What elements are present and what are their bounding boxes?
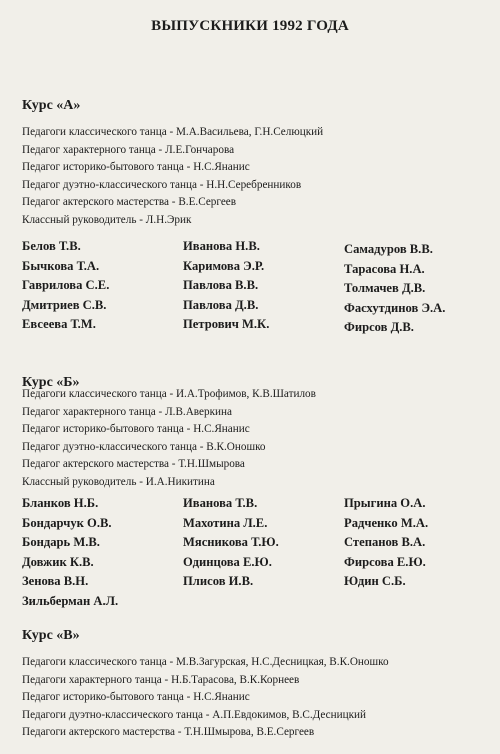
- graduate-name: Евсеева Т.М.: [22, 317, 96, 332]
- course-b-graduates-col2: [183, 494, 279, 592]
- graduate-name: Радченко М.А.: [344, 515, 429, 530]
- teacher-line: Педагог дуэтно-классического танца - Н.Н.Серебренников: [22, 178, 302, 191]
- course-a-graduates-col2: [183, 237, 269, 335]
- graduate-name: Фасхутдинов Э.А.: [344, 300, 446, 315]
- teacher-line: Педагог дуэтно-классического танца - В.К.Оношко: [22, 440, 266, 453]
- graduate-name: Фирсов Д.В.: [344, 320, 414, 335]
- course-b-teachers: [22, 386, 316, 491]
- course-b-graduates-col3: [344, 494, 428, 592]
- teacher-line: Классный руководитель - Л.Н.Эрик: [22, 213, 192, 226]
- graduate-name: Гаврилова С.Е.: [22, 278, 110, 293]
- graduate-name: Плисов И.В.: [183, 574, 254, 589]
- graduate-name: Юдин С.Б.: [344, 574, 406, 589]
- teacher-line: Педагоги классического танца - М.В.Загурская, Н.С.Десницкая, В.К.Оношко: [22, 656, 389, 668]
- course-v-teachers: [22, 654, 389, 742]
- teacher-line: Педагоги дуэтно-классического танца - А.П.Евдокимов, В.С.Десницкий: [22, 708, 366, 721]
- page-title: ВЫПУСКНИКИ 1992 ГОДА: [151, 18, 349, 34]
- teacher-line: Педагог историко-бытового танца - Н.С.Янанис: [22, 691, 250, 703]
- teacher-line: Педагог актерского мастерства - В.Е.Сергеев: [22, 196, 237, 208]
- course-a-heading: Курс «А»: [22, 98, 81, 113]
- graduate-name: Толмачев Д.В.: [344, 281, 426, 296]
- graduate-name: Тарасова Н.А.: [344, 261, 425, 276]
- graduate-name: Павлова В.В.: [183, 278, 259, 293]
- teacher-line: Педагоги актерского мастерства - Т.Н.Шмырова, В.Е.Сергеев: [22, 726, 315, 738]
- graduate-name: Самадуров В.В.: [344, 242, 433, 256]
- graduate-name: Фирсова Е.Ю.: [344, 554, 426, 569]
- graduate-name: Иванова Н.В.: [183, 239, 260, 253]
- teacher-line: Педагоги классического танца - И.А.Трофимов, К.В.Шатилов: [22, 388, 316, 400]
- course-a-graduates-col1: [22, 237, 109, 335]
- teacher-line: Педагог историко-бытового танца - Н.С.Янанис: [22, 423, 250, 435]
- course-v-heading: Курс «В»: [22, 628, 80, 643]
- graduate-name: Бычкова Т.А.: [22, 258, 100, 273]
- teacher-line: Педагоги характерного танца - Н.Б.Тарасова, В.К.Корнеев: [22, 673, 300, 686]
- teacher-line: Педагог характерного танца - Л.В.Аверкина: [22, 405, 232, 418]
- teacher-line: Педагог историко-бытового танца - Н.С.Янанис: [22, 161, 250, 173]
- teacher-line: Педагог актерского мастерства - Т.Н.Шмырова: [22, 458, 245, 470]
- graduate-name: Бланков Н.Б.: [22, 496, 99, 510]
- graduate-name: Иванова Т.В.: [183, 496, 258, 510]
- graduate-name: Дмитриев С.В.: [22, 297, 107, 312]
- teacher-line: Педагоги классического танца - М.А.Васильева, Г.Н.Селюцкий: [22, 126, 324, 138]
- graduate-name: Зильберман А.Л.: [22, 593, 119, 608]
- graduate-name: Бондарчук О.В.: [22, 515, 112, 530]
- graduate-name: Бондарь М.В.: [22, 535, 100, 550]
- course-a-graduates-col3: [344, 240, 445, 338]
- teacher-line: Педагог характерного танца - Л.Е.Гончарова: [22, 143, 235, 156]
- teacher-line: Классный руководитель - И.А.Никитина: [22, 475, 215, 488]
- graduate-name: Каримова Э.Р.: [183, 258, 265, 273]
- course-b-graduates-col1: [22, 494, 118, 612]
- graduate-name: Одинцова Е.Ю.: [183, 554, 272, 569]
- graduate-name: Зенова В.Н.: [22, 574, 89, 589]
- graduate-name: Белов Т.В.: [22, 239, 81, 253]
- course-b-heading: Курс «Б»: [22, 375, 80, 390]
- graduate-name: Довжик К.В.: [22, 554, 94, 569]
- course-a-teachers: [22, 124, 323, 229]
- graduate-name: Прыгина О.А.: [344, 496, 426, 510]
- graduate-name: Степанов В.А.: [344, 535, 426, 550]
- graduate-name: Петрович М.К.: [183, 317, 270, 332]
- bleed-through-text: [300, 60, 303, 72]
- graduate-name: Мясникова Т.Ю.: [183, 535, 279, 550]
- graduate-name: Павлова Д.В.: [183, 297, 259, 312]
- graduate-name: Махотина Л.Е.: [183, 515, 268, 530]
